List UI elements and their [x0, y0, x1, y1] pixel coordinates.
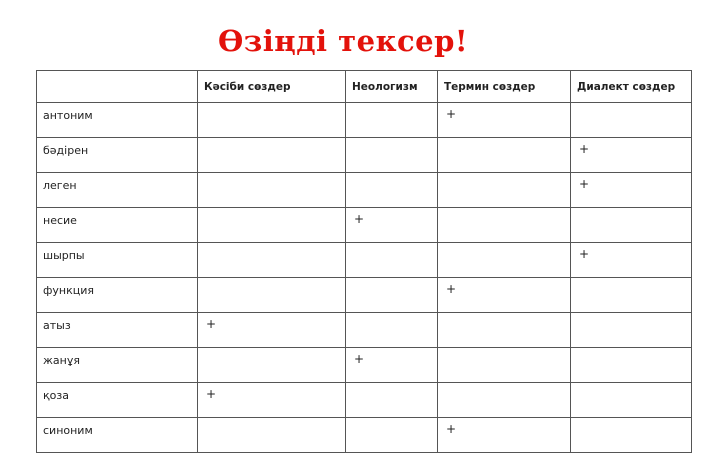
mark-cell: +: [198, 313, 346, 348]
header-cell-term-words: Термин сөздер: [438, 71, 571, 103]
mark-cell: [346, 278, 438, 313]
mark-cell: [346, 418, 438, 453]
word-cell: қоза: [37, 383, 198, 418]
mark-cell: [346, 243, 438, 278]
mark-cell: [438, 173, 571, 208]
word-cell: синоним: [37, 418, 198, 453]
mark-cell: +: [346, 208, 438, 243]
page-title: Өзіңді тексер!: [218, 24, 469, 58]
table-row: [37, 103, 692, 138]
word-cell: антоним: [37, 103, 198, 138]
mark-cell: +: [571, 138, 692, 173]
word-cell: атыз: [37, 313, 198, 348]
mark-cell: [346, 383, 438, 418]
mark-cell: [198, 173, 346, 208]
table-row: [37, 208, 692, 243]
mark-cell: [346, 173, 438, 208]
mark-cell: [198, 243, 346, 278]
mark-cell: +: [438, 278, 571, 313]
mark-cell: +: [438, 418, 571, 453]
word-cell: шырпы: [37, 243, 198, 278]
mark-cell: [438, 348, 571, 383]
mark-cell: [198, 348, 346, 383]
word-cell: леген: [37, 173, 198, 208]
mark-cell: [571, 418, 692, 453]
word-classification-table: [36, 70, 692, 453]
mark-cell: [571, 313, 692, 348]
mark-cell: [438, 138, 571, 173]
mark-cell: +: [571, 173, 692, 208]
table-row: [37, 173, 692, 208]
mark-cell: [571, 278, 692, 313]
table-row: [37, 278, 692, 313]
table-row: [37, 313, 692, 348]
mark-cell: [198, 418, 346, 453]
mark-cell: [346, 313, 438, 348]
mark-cell: +: [346, 348, 438, 383]
mark-cell: [346, 138, 438, 173]
mark-cell: [571, 208, 692, 243]
word-cell: несие: [37, 208, 198, 243]
header-cell-empty: [37, 71, 198, 103]
mark-cell: [571, 383, 692, 418]
table-row: [37, 383, 692, 418]
word-cell: бәдірен: [37, 138, 198, 173]
mark-cell: [346, 103, 438, 138]
mark-cell: [571, 348, 692, 383]
header-cell-neologism: Неологизм: [346, 71, 438, 103]
table-row: [37, 418, 692, 453]
mark-cell: [438, 208, 571, 243]
table-row: [37, 348, 692, 383]
word-cell: жанұя: [37, 348, 198, 383]
mark-cell: [198, 103, 346, 138]
mark-cell: [198, 208, 346, 243]
mark-cell: [438, 383, 571, 418]
header-cell-professional-words: Кәсіби сөздер: [198, 71, 346, 103]
table-row: [37, 243, 692, 278]
mark-cell: +: [571, 243, 692, 278]
word-cell: функция: [37, 278, 198, 313]
mark-cell: +: [438, 103, 571, 138]
table-row: [37, 138, 692, 173]
mark-cell: [571, 103, 692, 138]
mark-cell: +: [198, 383, 346, 418]
mark-cell: [438, 313, 571, 348]
table-header-row: [37, 71, 692, 103]
header-cell-dialect-words: Диалект сөздер: [571, 71, 692, 103]
mark-cell: [438, 243, 571, 278]
mark-cell: [198, 278, 346, 313]
mark-cell: [198, 138, 346, 173]
